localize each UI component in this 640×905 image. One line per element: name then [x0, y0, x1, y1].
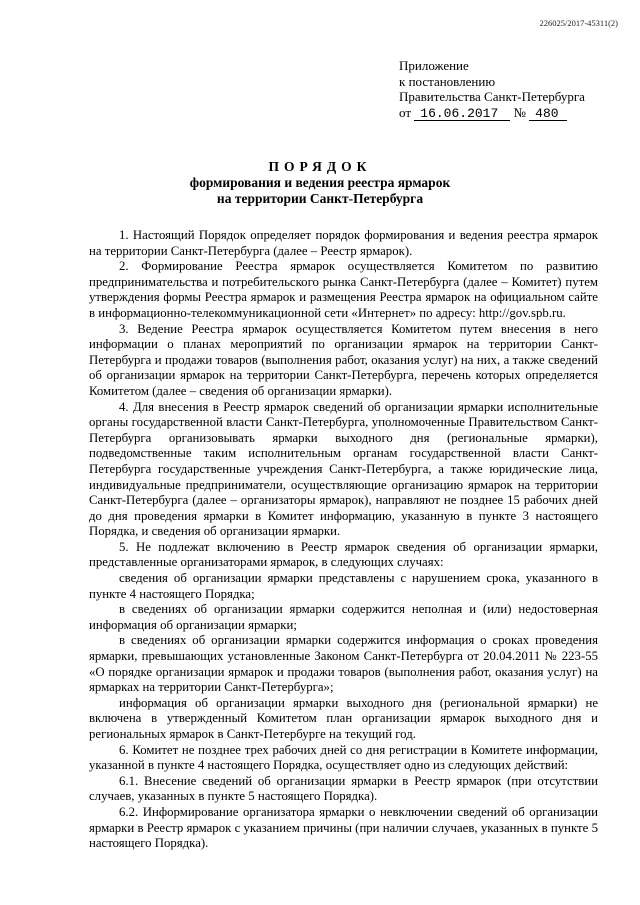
document-body [89, 228, 598, 852]
resolution-number: 480 [529, 107, 567, 121]
title-heading: ПОРЯДОК [268, 159, 372, 174]
title-subtitle-1: формирования и ведения реестра ярмарок [189, 175, 451, 190]
paragraph-5-case-4: информация об организации ярмарки выходного дня (региональной ярмарки) не включена в утвержденный Комитетом план организации ярмарок выходного дня и региональных ярмарок в Санкт-Петербурге на текущий год. [89, 695, 598, 741]
paragraph-6: 6. Комитет не позднее трех рабочих дней со дня регистрации в Комитете информации, указанной в пункте 4 настоящего Порядка, осуществляет одно из следующих действий: [89, 742, 598, 773]
paragraph-5-case-2: в сведениях об организации ярмарки содержится неполная и (или) недостоверная информация об организации ярмарки; [89, 602, 598, 632]
paragraph-5-case-1: сведения об организации ярмарки представлены с нарушением срока, указанного в пункте 4 настоящего Порядка; [89, 571, 598, 601]
paragraph-5-case-3: в сведениях об организации ярмарки содержится информация о сроках проведения ярмарки, превышающих установленные Законом Санкт-Петербурга от 20.04.2011 № 223-55 «О порядке организации ярмарок и продажи товаров (выполнения работ, оказания услуг) на ярмарках на территории Санкт-Петербурга»; [89, 633, 598, 695]
title-subtitle-2: на территории Санкт-Петербурга [216, 191, 424, 206]
appendix-date-line [399, 105, 585, 121]
paragraph-5: 5. Не подлежат включению в Реестр ярмарок сведения об организации ярмарки, представленные организаторами ярмарок, в следующих случаях: [89, 539, 598, 570]
paragraph-4: 4. Для внесения в Реестр ярмарок сведений об организации ярмарки исполнительные органы государственной власти Санкт-Петербурга, уполномоченные Правительством Санкт-Петербурга организовывать ярмарки выходного дня (региональные ярмарки), подведомственные таким исполнительным органам государственной власти Санкт-Петербурга государственные учреждения Санкт-Петербурга, а также юридические лица, индивидуальные предприниматели, осуществляющие организацию ярмарок на территории Санкт-Петербурга (далее – организаторы ярмарок), направляют не позднее 15 рабочих дней до дня проведения ярмарки в Комитет информацию, указанную в пункте 3 настоящего Порядка, и сведения об организации ярмарки. [89, 399, 598, 539]
appendix-block [399, 58, 585, 121]
paragraph-6-1: 6.1. Внесение сведений об организации ярмарки в Реестр ярмарок (при отсутствии случаев, указанных в пункте 5 настоящего Порядка). [89, 773, 598, 804]
document-number: 226025/2017-45311(2) [539, 18, 618, 28]
paragraph-2: 2. Формирование Реестра ярмарок осуществляется Комитетом по развитию предпринимательства и потребительского рынка Санкт-Петербурга (далее – Комитет) путем утверждения формы Реестра ярмарок и размещения Реестра ярмарок на официальном сайте в информационно-телекоммуникационной сети «Интернет» по адресу: http://gov.spb.ru. [89, 259, 598, 320]
date-prefix: от [399, 104, 412, 120]
paragraph-1: 1. Настоящий Порядок определяет порядок формирования и ведения реестра ярмарок на территории Санкт-Петербурга (далее – Реестр ярмарок). [89, 228, 598, 258]
number-prefix: № [513, 104, 526, 120]
appendix-line-1: Приложение [399, 58, 469, 73]
paragraph-6-2: 6.2. Информирование организатора ярмарки о невключении сведений об организации ярмарки в Реестр ярмарок с указанием причины (при наличии случаев, указанных в пункте 5 настоящего Порядка). [89, 804, 598, 851]
paragraph-3: 3. Ведение Реестра ярмарок осуществляется Комитетом путем внесения в него информации о планах мероприятий по организации ярмарок на территории Санкт-Петербурга и продажи товаров (выполнения работ, оказания услуг) на них, а также сведений об организации ярмарок на территории Санкт-Петербурга, перечень которых определяется Комитетом (далее – сведения об организации ярмарки). [89, 321, 598, 398]
appendix-line-3: Правительства Санкт-Петербурга [399, 89, 585, 104]
document-title [0, 158, 640, 207]
resolution-date: 16.06.2017 [414, 107, 510, 121]
appendix-line-2: к постановлению [399, 73, 496, 89]
